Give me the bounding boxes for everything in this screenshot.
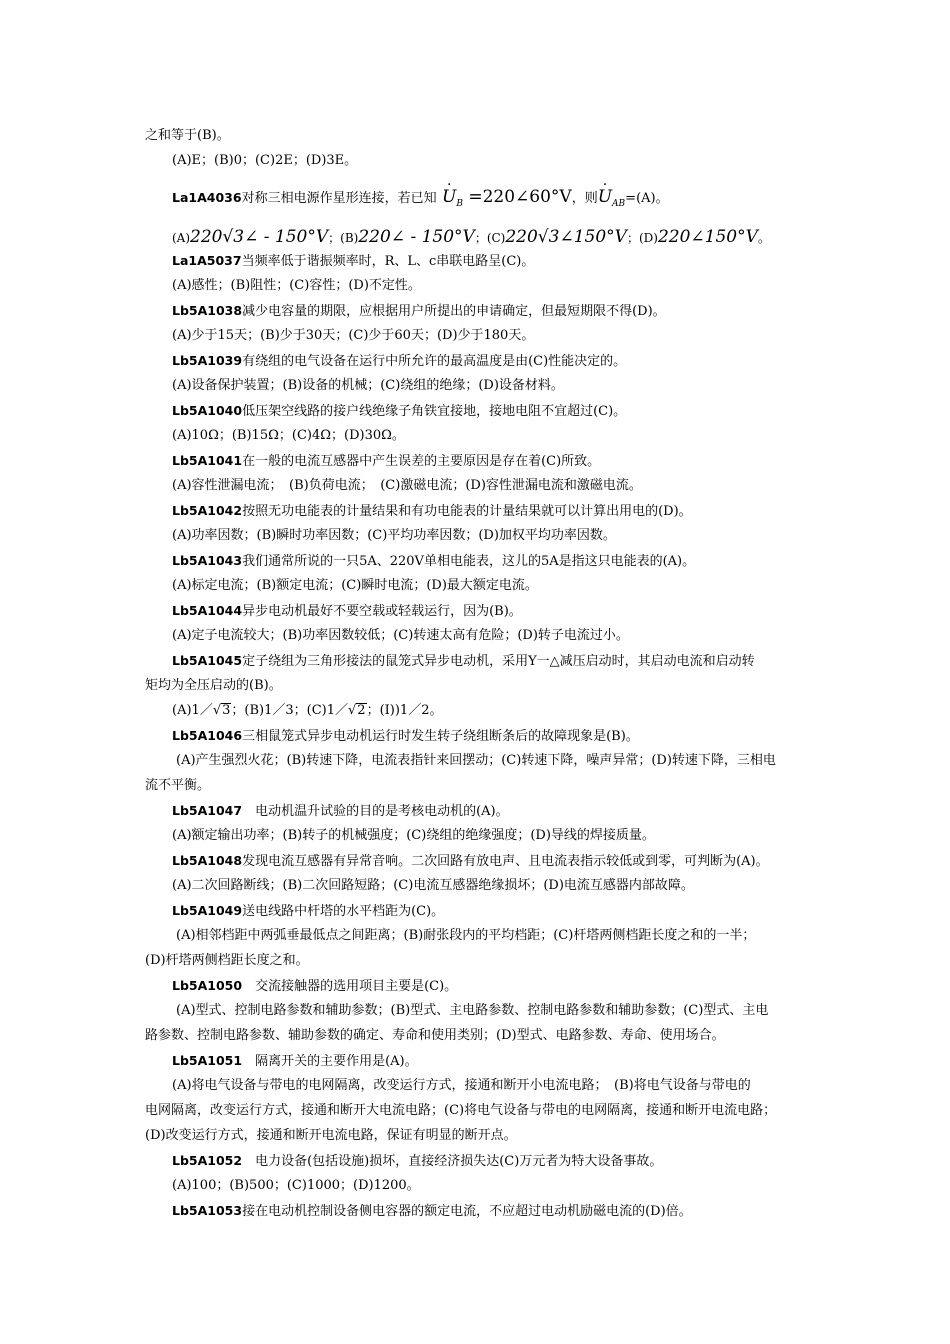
question-lb5a1051: Lb5A1051 隔离开关的主要作用是(A)。 <box>172 1053 418 1069</box>
question-lb5a1041: Lb5A1041在一般的电流互感器中产生误差的主要原因是存在着(C)所致。 <box>172 453 601 469</box>
answer-options: (A)功率因数；(B)瞬时功率因数；(C)平均功率因数；(D)加权平均功率因数。 <box>172 528 616 543</box>
question-lb5a1039: Lb5A1039有绕组的电气设备在运行中所允许的最高温度是由(C)性能决定的。 <box>172 353 627 369</box>
answer-options: (A)容性泄漏电流； (B)负荷电流； (C)激磁电流；(D)容性泄漏电流和激磁电流。 <box>172 478 642 493</box>
text-line: 流不平衡。 <box>145 778 211 793</box>
answer-options: (A)定子电流较大；(B)功率因数较低；(C)转速太高有危险；(D)转子电流过小。 <box>172 628 629 643</box>
text-line: 矩均为全压启动的(B)。 <box>145 678 282 693</box>
formula-target: · $U_{AB}$ <box>598 187 625 207</box>
question-lb5a1038: Lb5A1038减少电容量的期限，应根据用户所提出的申请确定，但最短期限不得(D)。 <box>172 303 666 319</box>
answer-options: (A)1／√3；(B)1／3；(C)1／√2；(I))1／2。 <box>172 703 443 718</box>
question-lb5a1042: Lb5A1042按照无功电能表的计量结果和有功电能表的计量结果就可以计算出用电的(D)。 <box>172 503 692 519</box>
question-lb5a1050: Lb5A1050 交流接触器的选用项目主要是(C)。 <box>172 978 458 994</box>
answer-options: (A)二次回路断线；(B)二次回路短路；(C)电流互感器绝缘损坏；(D)电流互感器内部故障。 <box>172 878 694 893</box>
text-line: (D)杆塔两侧档距长度之和。 <box>145 953 309 968</box>
answer-options: (A)10Ω；(B)15Ω；(C)4Ω；(D)30Ω。 <box>172 428 405 443</box>
question-lb5a1053: Lb5A1053接在电动机控制设备侧电容器的额定电流，不应超过电动机励磁电流的(D)倍。 <box>172 1203 692 1219</box>
question-text: ，则 <box>571 191 598 206</box>
question-lb5a1046: Lb5A1046三相鼠笼式异步电动机运行时发生转子绕组断条后的故障现象是(B)。 <box>172 728 639 744</box>
text-line: 之和等于(B)。 <box>145 128 230 143</box>
question-lb5a1040: Lb5A1040低压架空线路的接户线绝缘子角铁宜接地，接地电阻不宜超过(C)。 <box>172 403 627 419</box>
question-lb5a1047: Lb5A1047 电动机温升试验的目的是考核电动机的(A)。 <box>172 803 509 819</box>
answer-options: (A)100；(B)500；(C)1000；(D)1200。 <box>172 1178 420 1193</box>
formula-given: · $U_B$ =220∠60°V <box>437 187 572 207</box>
answer-options: (A)感性；(B)阻性；(C)容性；(D)不定性。 <box>172 278 421 293</box>
question-lb5a1052: Lb5A1052 电力设备(包括设施)损坏，直接经济损失达(C)万元者为特大设备事故。 <box>172 1153 663 1169</box>
question-la1a5037: La1A5037当频率低于谐振频率时，R、L、c串联电路呈(C)。 <box>172 253 535 269</box>
question-lb5a1045: Lb5A1045定子绕组为三角形接法的鼠笼式异步电动机，采用Y一△减压启动时，其启动电流和启动转 <box>172 653 755 669</box>
question-la1a4036 <box>172 188 842 213</box>
question-text: =(A)。 <box>625 191 669 206</box>
question-text: 对称三相电源作星形连接，若已知 <box>241 191 437 206</box>
answer-options: (A)标定电流；(B)额定电流；(C)瞬时电流；(D)最大额定电流。 <box>172 578 538 593</box>
answer-options: (A)型式、控制电路参数和辅助参数；(B)型式、主电路参数、控制电路参数和辅助参数；(C)型式、主电 <box>176 1003 769 1018</box>
answer-options: (A)产生强烈火花；(B)转速下降，电流表指针来回摆动；(C)转速下降，噪声异常；(D)转速下降，三相电 <box>176 753 776 768</box>
question-code: La1A4036 <box>172 190 242 205</box>
answer-options: (A)将电气设备与带电的电网隔离，改变运行方式，接通和断开小电流电路； (B)将电气设备与带电的 <box>172 1078 751 1093</box>
text-line: (D)改变运行方式，接通和断开电流电路，保证有明显的断开点。 <box>145 1128 517 1143</box>
text-line: 路参数、控制电路参数、辅助参数的确定、寿命和使用类别；(D)型式、电路参数、寿命、使用场合。 <box>145 1028 725 1043</box>
answer-options: (A)设备保护装置；(B)设备的机械；(C)绕组的绝缘；(D)设备材料。 <box>172 378 564 393</box>
answer-options: (A)额定输出功率；(B)转子的机械强度；(C)绕组的绝缘强度；(D)导线的焊接质量。 <box>172 828 655 843</box>
answer-options: (A)少于15天；(B)少于30天；(C)少于60天；(D)少于180天。 <box>172 328 535 343</box>
question-lb5a1049: Lb5A1049送电线路中杆塔的水平档距为(C)。 <box>172 903 445 919</box>
text-line: 电网隔离，改变运行方式，接通和断开大电流电路；(C)将电气设备与带电的电网隔离，接通和断开电流电路； <box>145 1103 777 1118</box>
answer-options: (A)相邻档距中两弧垂最低点之间距离；(B)耐张段内的平均档距；(C)杆塔两侧档距长度之和的一半； <box>176 928 756 943</box>
question-lb5a1044: Lb5A1044异步电动机最好不要空载或轻载运行，因为(B)。 <box>172 603 522 619</box>
answer-options: (A)E；(B)0；(C)2E；(D)3E。 <box>172 153 358 168</box>
formula-options: (A)220√3∠ - 150°V；(B)220∠ - 150°V；(C)220√3∠150°V；(D)220∠150°V。 <box>172 227 771 247</box>
question-lb5a1048: Lb5A1048发现电流互感器有异常音响。二次回路有放电声、且电流表指示较低或到零，可判断为(A)。 <box>172 853 769 869</box>
question-lb5a1043: Lb5A1043我们通常所说的一只5A、220V单相电能表，这儿的5A是指这只电能表的(A)。 <box>172 553 696 569</box>
